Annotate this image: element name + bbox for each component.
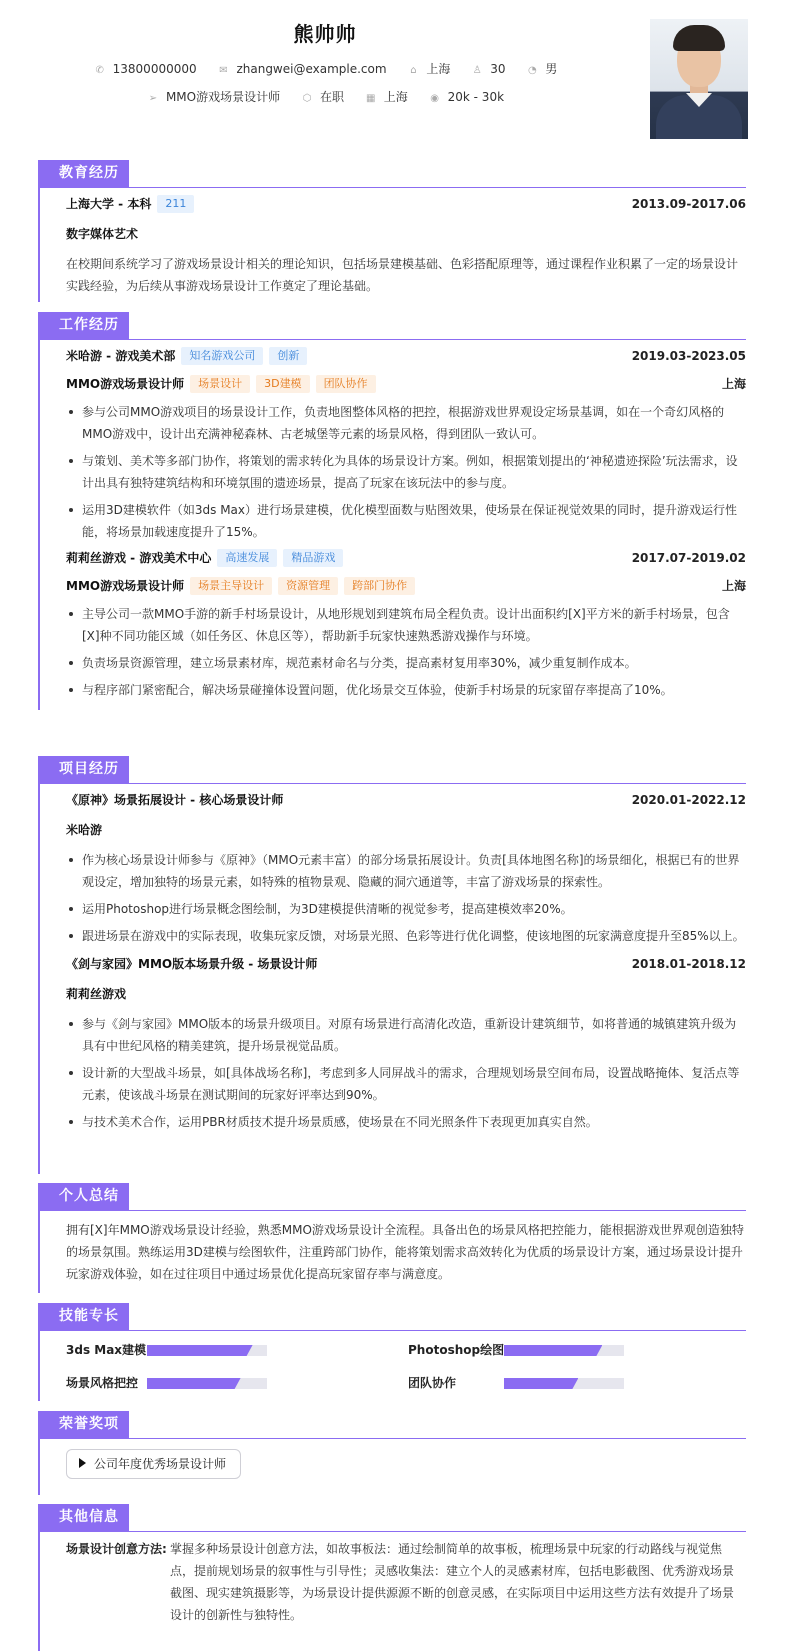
salary-icon: ◉ [430, 93, 439, 104]
skill-item [66, 1373, 138, 1393]
education-header [66, 191, 746, 217]
list-item: 与程序部门紧密配合，解决场景碰撞体设置问题，优化场景交互体验，使新手村场景的玩家留存率提高了10%。 [66, 679, 746, 701]
list-item: 负责场景资源管理，建立场景素材库，规范素材命名与分类，提高素材复用率30%，减少重复制作成本。 [66, 652, 746, 674]
company-name: 莉莉丝游戏 - 游戏美术中心 [66, 551, 212, 565]
age-icon: ♙ [472, 65, 482, 76]
list-item: 参与公司MMO游戏项目的场景设计工作，负责地图整体风格的把控，根据游戏世界观设定场景基调，如在一个奇幻风格的MMO游戏中，设计出充满神秘森林、古老城堡等元素的场景风格，得到团队一致认可。 [66, 401, 746, 445]
email-item [216, 62, 386, 76]
award-text: 公司年度优秀场景设计师 [94, 1457, 227, 1471]
work-location: 上海 [721, 377, 746, 391]
work-section [38, 312, 746, 710]
list-item: 运用Photoshop进行场景概念图绘制，为3D建模提供清晰的视觉参考，提高建模效率20%。 [66, 898, 746, 920]
skill-fill [504, 1378, 578, 1389]
skill-name: 场景风格把控 [66, 1376, 139, 1390]
company-tag: 创新 [269, 347, 307, 365]
work-entry-header [66, 545, 746, 571]
position-tag: 3D建模 [256, 375, 309, 393]
award-badge [66, 1449, 241, 1479]
projects-section [38, 756, 746, 1174]
project-bullets [66, 1013, 746, 1133]
summary-text: 拥有[X]年MMO游戏场景设计经验，熟悉MMO游戏场景设计全流程。具备出色的场景风格把控能力，能根据游戏世界观创造独特的场景氛围。熟练运用3D建模与绘图软件，注重跨部门协作，能将策划需求高效转化为优质的场景设计方案，通过场景设计提升玩家游戏体验，如在过往项目中通过场景优化提高玩家留存率与满意度。 [66, 1223, 744, 1281]
age-text: 30 [490, 62, 506, 76]
section-title: 个人总结 [38, 1183, 129, 1210]
list-item: 运用3D建模软件（如3ds Max）进行场景建模，优化模型面数与贴图效果，使场景在保证视觉效果的同时，提升游戏运行性能，将场景加载速度提升了15%。 [66, 499, 746, 543]
work-entry-header [66, 343, 746, 369]
education-period: 2013.09-2017.06 [631, 197, 746, 211]
position-name: MMO游戏场景设计师 [66, 377, 185, 391]
home-icon: ⌂ [410, 65, 417, 76]
target-city-item [364, 88, 408, 105]
position-row [66, 371, 746, 397]
school-tag: 211 [157, 195, 194, 213]
section-title: 技能专长 [38, 1303, 129, 1330]
project-header [66, 951, 746, 977]
education-desc: 在校期间系统学习了游戏场景设计相关的理论知识，包括场景建模基础、色彩搭配原理等，通过课程作业积累了一定的场景设计实践经验，为后续从事游戏场景设计工作奠定了理论基础。 [66, 257, 739, 293]
skill-item [66, 1340, 146, 1360]
city-item [406, 60, 450, 77]
skill-bar [504, 1345, 624, 1356]
skill-fill [147, 1345, 253, 1356]
project-company: 米哈游 [66, 823, 103, 837]
work-location: 上海 [721, 579, 746, 593]
skill-item [408, 1340, 504, 1360]
other-label: 场景设计创意方法: [66, 1542, 167, 1556]
phone-icon: ✆ [95, 65, 104, 76]
skill-name: 团队协作 [408, 1376, 457, 1390]
skills-section [38, 1303, 746, 1401]
project-period: 2020.01-2022.12 [631, 793, 746, 807]
list-item: 参与《剑与家园》MMO版本的场景升级项目。对原有场景进行高清化改造，重新设计建筑细节，如将普通的城镇建筑升级为具有中世纪风格的精美建筑，提升场景视觉品质。 [66, 1013, 746, 1057]
major: 数字媒体艺术 [66, 227, 139, 241]
candidate-name: 熊帅帅 [293, 22, 357, 46]
company-name: 米哈游 - 游戏美术部 [66, 349, 176, 363]
position-tag: 场景设计 [190, 375, 250, 393]
project-name: 《原神》场景拓展设计 - 核心场景设计师 [66, 793, 284, 807]
honors-section [38, 1411, 746, 1495]
position-tag: 场景主导设计 [190, 577, 272, 595]
skill-fill [147, 1378, 241, 1389]
status-item [300, 88, 344, 105]
position-row [66, 573, 746, 599]
status-icon: ⬡ [302, 93, 312, 104]
section-title: 教育经历 [38, 160, 129, 187]
section-title: 荣誉奖项 [38, 1411, 129, 1438]
job-intent-row [0, 88, 650, 105]
work-period: 2019.03-2023.05 [631, 349, 746, 363]
project-period: 2018.01-2018.12 [631, 957, 746, 971]
salary-item [428, 90, 504, 104]
school-name: 上海大学 - 本科 [66, 197, 152, 211]
summary-section [38, 1183, 746, 1293]
project-company: 莉莉丝游戏 [66, 987, 127, 1001]
project-header [66, 787, 746, 813]
position-name: MMO游戏场景设计师 [66, 579, 185, 593]
city-text: 上海 [426, 62, 451, 76]
other-section [38, 1504, 746, 1651]
phone-text: 13800000000 [112, 62, 197, 76]
company-tag: 高速发展 [217, 549, 277, 567]
list-item: 作为核心场景设计师参与《原神》（MMO元素丰富）的部分场景拓展设计。负责[具体地图名称]的场景细化，根据已有的世界观设定，增加独特的场景元素，如特殊的植物景观、隐藏的洞穴通道等，丰富了游戏场景的探索性。 [66, 849, 746, 893]
contact-row [0, 60, 650, 77]
resume-header [0, 0, 794, 160]
target-job-text: MMO游戏场景设计师 [165, 90, 281, 104]
play-icon [79, 1458, 86, 1468]
project-name: 《剑与家园》MMO版本场景升级 - 场景设计师 [66, 957, 318, 971]
gender-icon: ◔ [527, 65, 537, 76]
list-item: 主导公司一款MMO手游的新手村场景设计，从地形规划到建筑布局全程负责。设计出面积约[X]平方米的新手村场景，包含[X]种不同功能区域（如任务区、休息区等），帮助新手玩家快速熟悉游戏操作与环境。 [66, 603, 746, 647]
location-icon: ▦ [366, 93, 376, 104]
work-period: 2017.07-2019.02 [631, 551, 746, 565]
send-icon: ➢ [148, 93, 158, 104]
skill-bar [147, 1345, 267, 1356]
phone-item [93, 62, 197, 76]
gender-item [525, 60, 557, 77]
target-job-item [146, 88, 280, 105]
list-item: 与技术美术合作，运用PBR材质技术提升场景质感，使场景在不同光照条件下表现更加真实自然。 [66, 1111, 746, 1133]
position-tag: 资源管理 [278, 577, 338, 595]
target-city-text: 上海 [383, 90, 408, 104]
other-text: 掌握多种场景设计创意方法，如故事板法：通过绘制简单的故事板，梳理场景中玩家的行动路线与视觉焦点，提前规划场景的叙事性与引导性；灵感收集法：建立个人的灵感素材库，包括电影截图、优秀游戏场景截图、现实建筑摄影等，为场景设计提供源源不断的创意灵感，在实际项目中运用这些方法有效提升了场景设计的创新性与独特性。 [170, 1542, 735, 1622]
project-bullets [66, 849, 746, 947]
age-item [470, 62, 505, 76]
mail-icon: ✉ [219, 65, 228, 76]
section-title: 项目经历 [38, 756, 129, 783]
skill-bar [504, 1378, 624, 1389]
skill-name: 3ds Max建模 [66, 1343, 147, 1357]
skill-bar [147, 1378, 267, 1389]
email-text: zhangwei@example.com [236, 62, 387, 76]
position-tag: 团队协作 [316, 375, 376, 393]
company-tag: 知名游戏公司 [181, 347, 263, 365]
skill-name: Photoshop绘图 [408, 1343, 505, 1357]
company-tag: 精品游戏 [283, 549, 343, 567]
work-bullets [66, 401, 746, 543]
profile-photo [650, 19, 748, 139]
section-title: 其他信息 [38, 1504, 129, 1531]
status-text: 在职 [319, 90, 344, 104]
education-section [38, 160, 746, 302]
list-item: 设计新的大型战斗场景，如[具体战场名称]，考虑到多人同屏战斗的需求，合理规划场景空间布局，设置战略掩体、复活点等元素，使该战斗场景在测试期间的玩家好评率达到90%。 [66, 1062, 746, 1106]
list-item: 与策划、美术等多部门协作，将策划的需求转化为具体的场景设计方案。例如，根据策划提出的‘神秘遗迹探险’玩法需求，设计出具有独特建筑结构和环境氛围的遗迹场景，提高了玩家在该玩法中的参与度。 [66, 450, 746, 494]
list-item: 跟进场景在游戏中的实际表现，收集玩家反馈，对场景光照、色彩等进行优化调整，使该地图的玩家满意度提升至85%以上。 [66, 925, 746, 947]
skill-fill [504, 1345, 602, 1356]
section-title: 工作经历 [38, 312, 129, 339]
work-bullets [66, 603, 746, 701]
skill-item [408, 1373, 456, 1393]
gender-text: 男 [545, 62, 558, 76]
salary-text: 20k - 30k [447, 90, 505, 104]
position-tag: 跨部门协作 [344, 577, 415, 595]
